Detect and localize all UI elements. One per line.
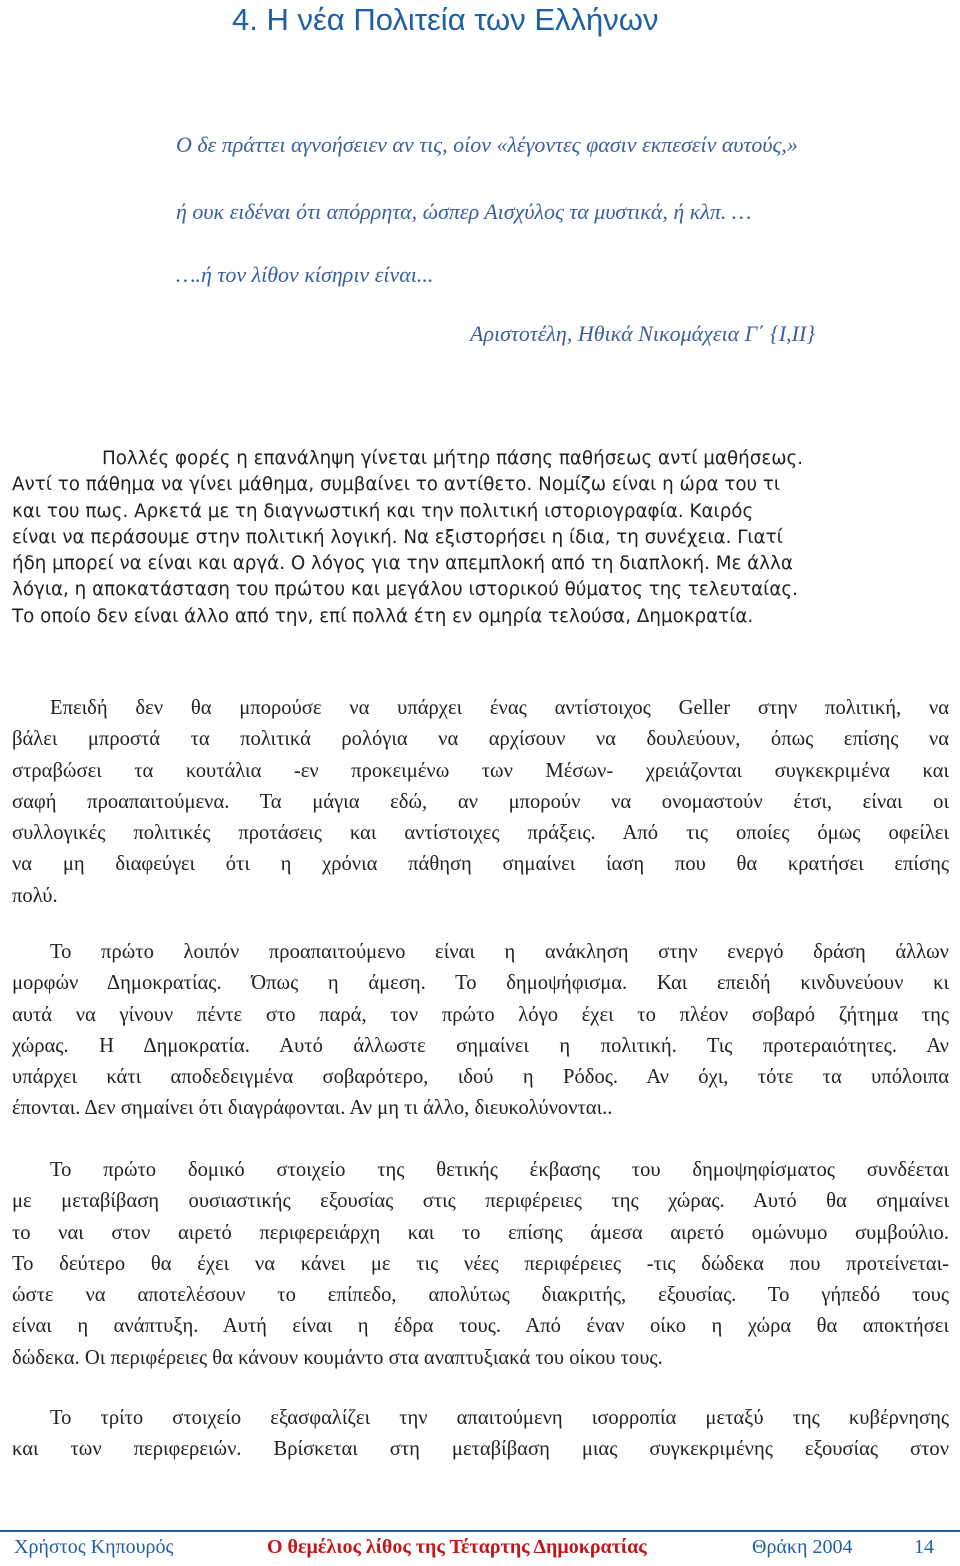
paragraph-first-structural-element xyxy=(12,1155,949,1374)
text-line: στραβώσει τα κουτάλια -εν προκειμένω των Μέσων- χρειάζονται συγκεκριμένα και xyxy=(12,759,949,782)
text-line: με μεταβίβαση ουσιαστικής εξουσίας στις περιφέρειες της χώρας. Αυτό θα σημαίνει xyxy=(12,1190,949,1213)
footer-place-year: Θράκη 2004 xyxy=(752,1536,853,1558)
text-line: και των περιφερειών. Βρίσκεται στη μεταβίβαση μιας συγκεκριμένης εξουσίας στον xyxy=(12,1438,949,1461)
text-line: υπάρχει κάτι αποδεδειγμένα σοβαρότερο, ιδού η Ρόδος. Αν όχι, τότε τα υπόλοιπα xyxy=(12,1066,949,1089)
text-line: Το πρώτο δομικό στοιχείο της θετικής έκβασης του δημοψηφίσματος συνδέεται xyxy=(50,1159,949,1181)
text-line: ώστε να αποτελέσουν το επίπεδο, απολύτως διακριτής, εξουσίας. Το γήπεδό τους xyxy=(12,1284,949,1307)
text-line: πολύ. xyxy=(12,884,58,907)
text-line: συλλογικές πολιτικές προτάσεις και αντίστοιχες πράξεις. Από τις οποίες όμως οφείλει xyxy=(12,822,949,845)
footer-author: Χρήστος Κηπουρός xyxy=(14,1536,174,1558)
text-line: δώδεκα. Οι περιφέρειες θα κάνουν κουμάντο στα αναπτυξιακά του οίκου τους. xyxy=(12,1346,663,1369)
text-line: και του πως. Αρκετά με τη διαγνωστική και την πολιτική ιστοριογραφία. Καιρός xyxy=(12,500,754,522)
quote-attribution: Αριστοτέλη, Ηθικά Νικομάχεια Γ΄ {Ι,ΙΙ} xyxy=(470,321,816,346)
paragraph-first-prerequisite xyxy=(12,937,949,1125)
quote-line: Ο δε πράττει αγνοήσειεν αν τις, οίον «λέγοντες φασιν εκπεσείν αυτούς,» xyxy=(176,132,798,157)
text-line: Το πρώτο λοιπόν προαπαιτούμενο είναι η ανάκληση στην ενεργό δράση άλλων xyxy=(50,941,949,963)
text-line: είναι η ανάπτυξη. Αυτή είναι η έδρα τους. Από έναν οίκο η χώρα θα αποκτήσει xyxy=(12,1315,949,1338)
quote-line: ή ουκ ειδέναι ότι απόρρητα, ώσπερ Αισχύλος τα μυστικά, ή κλπ. … xyxy=(176,199,752,224)
section-heading: 4. Η νέα Πολιτεία των Ελλήνων xyxy=(232,2,659,37)
quote-line: ….ή τον λίθον κίσηριν είναι... xyxy=(176,262,434,287)
text-line: βάλει μπροστά τα πολιτικά ρολόγια να αρχίσουν να δουλεύουν, όπως επίσης να xyxy=(12,728,949,751)
text-line: λόγια, η αποκατάσταση του πρώτου και μεγάλου ιστορικού θύματος της τελευταίας. xyxy=(12,579,798,601)
text-line: Πολλές φορές η επανάληψη γίνεται μήτηρ πάσης παθήσεως αντί μαθήσεως. xyxy=(102,448,804,469)
text-line: Το δεύτερο θα έχει να κάνει με τις νέες περιφέρειες -τις δώδεκα που προτείνεται- xyxy=(12,1252,949,1275)
text-line: Το τρίτο στοιχείο εξασφαλίζει την απαιτούμενη ισορροπία μεταξύ της κυβέρνησης xyxy=(50,1407,949,1429)
text-line: σαφή προαπαιτούμενα. Τα μάγια εδώ, αν μπορούν να ονομαστούν έτσι, είναι οι xyxy=(12,790,949,813)
intro-paragraph xyxy=(12,446,950,630)
text-line: είναι να περάσουμε στην πολιτική λογική. Να εξιστορήσει η ίδια, τη συνέχεια. Γιατί xyxy=(12,526,783,548)
footer-book-title: Ο θεμέλιος λίθος της Τέταρτης Δημοκρατίας xyxy=(267,1536,647,1558)
text-line: το ναι στον αιρετό περιφερειάρχη και το επίσης άμεσα αιρετό ομώνυμο συμβούλιο. xyxy=(12,1221,949,1244)
text-line: μορφών Δημοκρατίας. Όπως η άμεση. Το δημοψήφισμα. Και επειδή κινδυνεύουν κι xyxy=(12,972,949,995)
paragraph-third-element xyxy=(12,1403,949,1466)
text-line: Αντί το πάθημα να γίνει μάθημα, συμβαίνει το αντίθετο. Νομίζω είναι η ώρα του τι xyxy=(12,474,781,496)
text-line: αυτά να γίνουν πέντε στο παρά, τον πρώτο λόγο έχει το πλέον σοβαρό ζήτημα της xyxy=(12,1003,949,1026)
text-line: χώρας. Η Δημοκρατία. Αυτό άλλωστε σημαίνει η πολιτική. Τις προτεραιότητες. Αν xyxy=(12,1034,949,1057)
page-footer xyxy=(0,1534,960,1564)
paragraph-geller xyxy=(12,693,949,912)
footer-page-number: 14 xyxy=(914,1536,934,1558)
text-line: ήδη μπορεί να είναι και αργά. Ο λόγος για την απεμπλοκή από τη διαπλοκή. Με άλλα xyxy=(12,553,793,575)
text-line: Επειδή δεν θα μπορούσε να υπάρχει ένας αντίστοιχος Geller στην πολιτική, να xyxy=(50,697,949,719)
text-line: Το οποίο δεν είναι άλλο από την, επί πολλά έτη εν ομηρία τελούσα, Δημοκρατία. xyxy=(12,605,754,627)
text-line: να μη διαφεύγει ότι η χρόνια πάθηση σημαίνει ίαση που θα κρατήσει επίσης xyxy=(12,853,949,876)
footer-divider xyxy=(0,1530,960,1532)
text-line: έπονται. Δεν σημαίνει ότι διαγράφονται. Αν μη τι άλλο, διευκολύνονται.. xyxy=(12,1097,613,1120)
